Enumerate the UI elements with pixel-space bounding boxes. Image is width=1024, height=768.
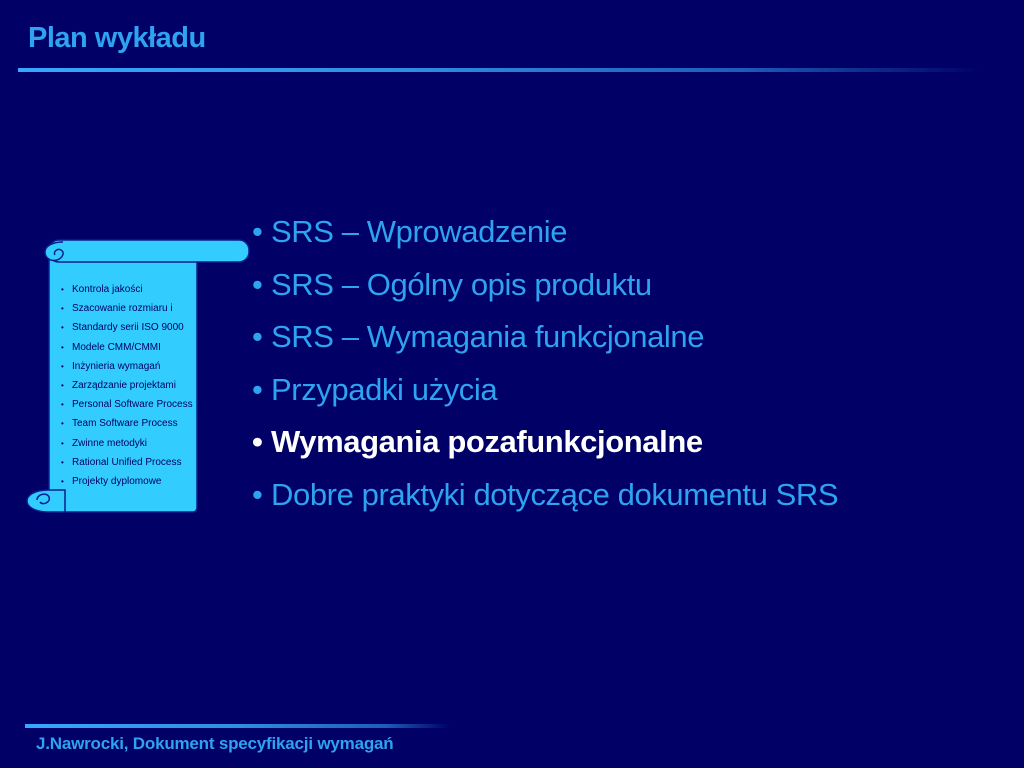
scroll-topic-item: • Szacowanie rozmiaru i: [61, 299, 241, 318]
scroll-topic-item: • Zwinne metodyki: [61, 434, 241, 453]
bullet-icon: •: [252, 319, 263, 355]
bullet-icon: •: [252, 424, 263, 460]
agenda-item-current: [252, 416, 838, 469]
topic-scroll: [25, 238, 255, 518]
scroll-topic-item: • Personal Software Process: [61, 395, 241, 414]
scroll-topic-item: • Rational Unified Process: [61, 453, 241, 472]
agenda-item: [252, 206, 838, 259]
slide-title: Plan wykładu: [28, 22, 206, 54]
agenda-item: [252, 311, 838, 364]
agenda-item: [252, 364, 838, 417]
scroll-topic-item: • Kontrola jakości: [61, 280, 241, 299]
slide-footer: J.Nawrocki, Dokument specyfikacji wymagań: [36, 734, 394, 753]
agenda-item-label: Wymagania pozafunkcjonalne: [271, 424, 703, 460]
agenda-item-label: SRS – Wymagania funkcjonalne: [271, 319, 705, 355]
agenda-list: [252, 206, 838, 522]
scroll-topic-item: • Standardy serii ISO 9000: [61, 318, 241, 337]
footer-divider: [25, 724, 450, 728]
agenda-item-label: Dobre praktyki dotyczące dokumentu SRS: [271, 476, 839, 512]
scroll-topic-item: • Projekty dyplomowe: [61, 472, 241, 491]
agenda-item: [252, 469, 838, 522]
agenda-item-label: SRS – Ogólny opis produktu: [271, 266, 652, 302]
bullet-icon: •: [252, 266, 263, 302]
bullet-icon: •: [252, 371, 263, 407]
agenda-item: [252, 259, 838, 312]
bullet-icon: •: [252, 214, 263, 249]
title-divider: [18, 68, 983, 72]
agenda-item-label: SRS – Wprowadzenie: [271, 214, 568, 249]
scroll-topic-item: • Inżynieria wymagań: [61, 357, 241, 376]
scroll-topic-item: • Team Software Process: [61, 414, 241, 433]
bullet-icon: •: [252, 476, 263, 512]
scroll-topic-item: • Zarządzanie projektami: [61, 376, 241, 395]
scroll-topic-item: • Modele CMM/CMMI: [61, 338, 241, 357]
agenda-item-label: Przypadki użycia: [271, 371, 498, 407]
scroll-topic-list: [61, 280, 241, 491]
